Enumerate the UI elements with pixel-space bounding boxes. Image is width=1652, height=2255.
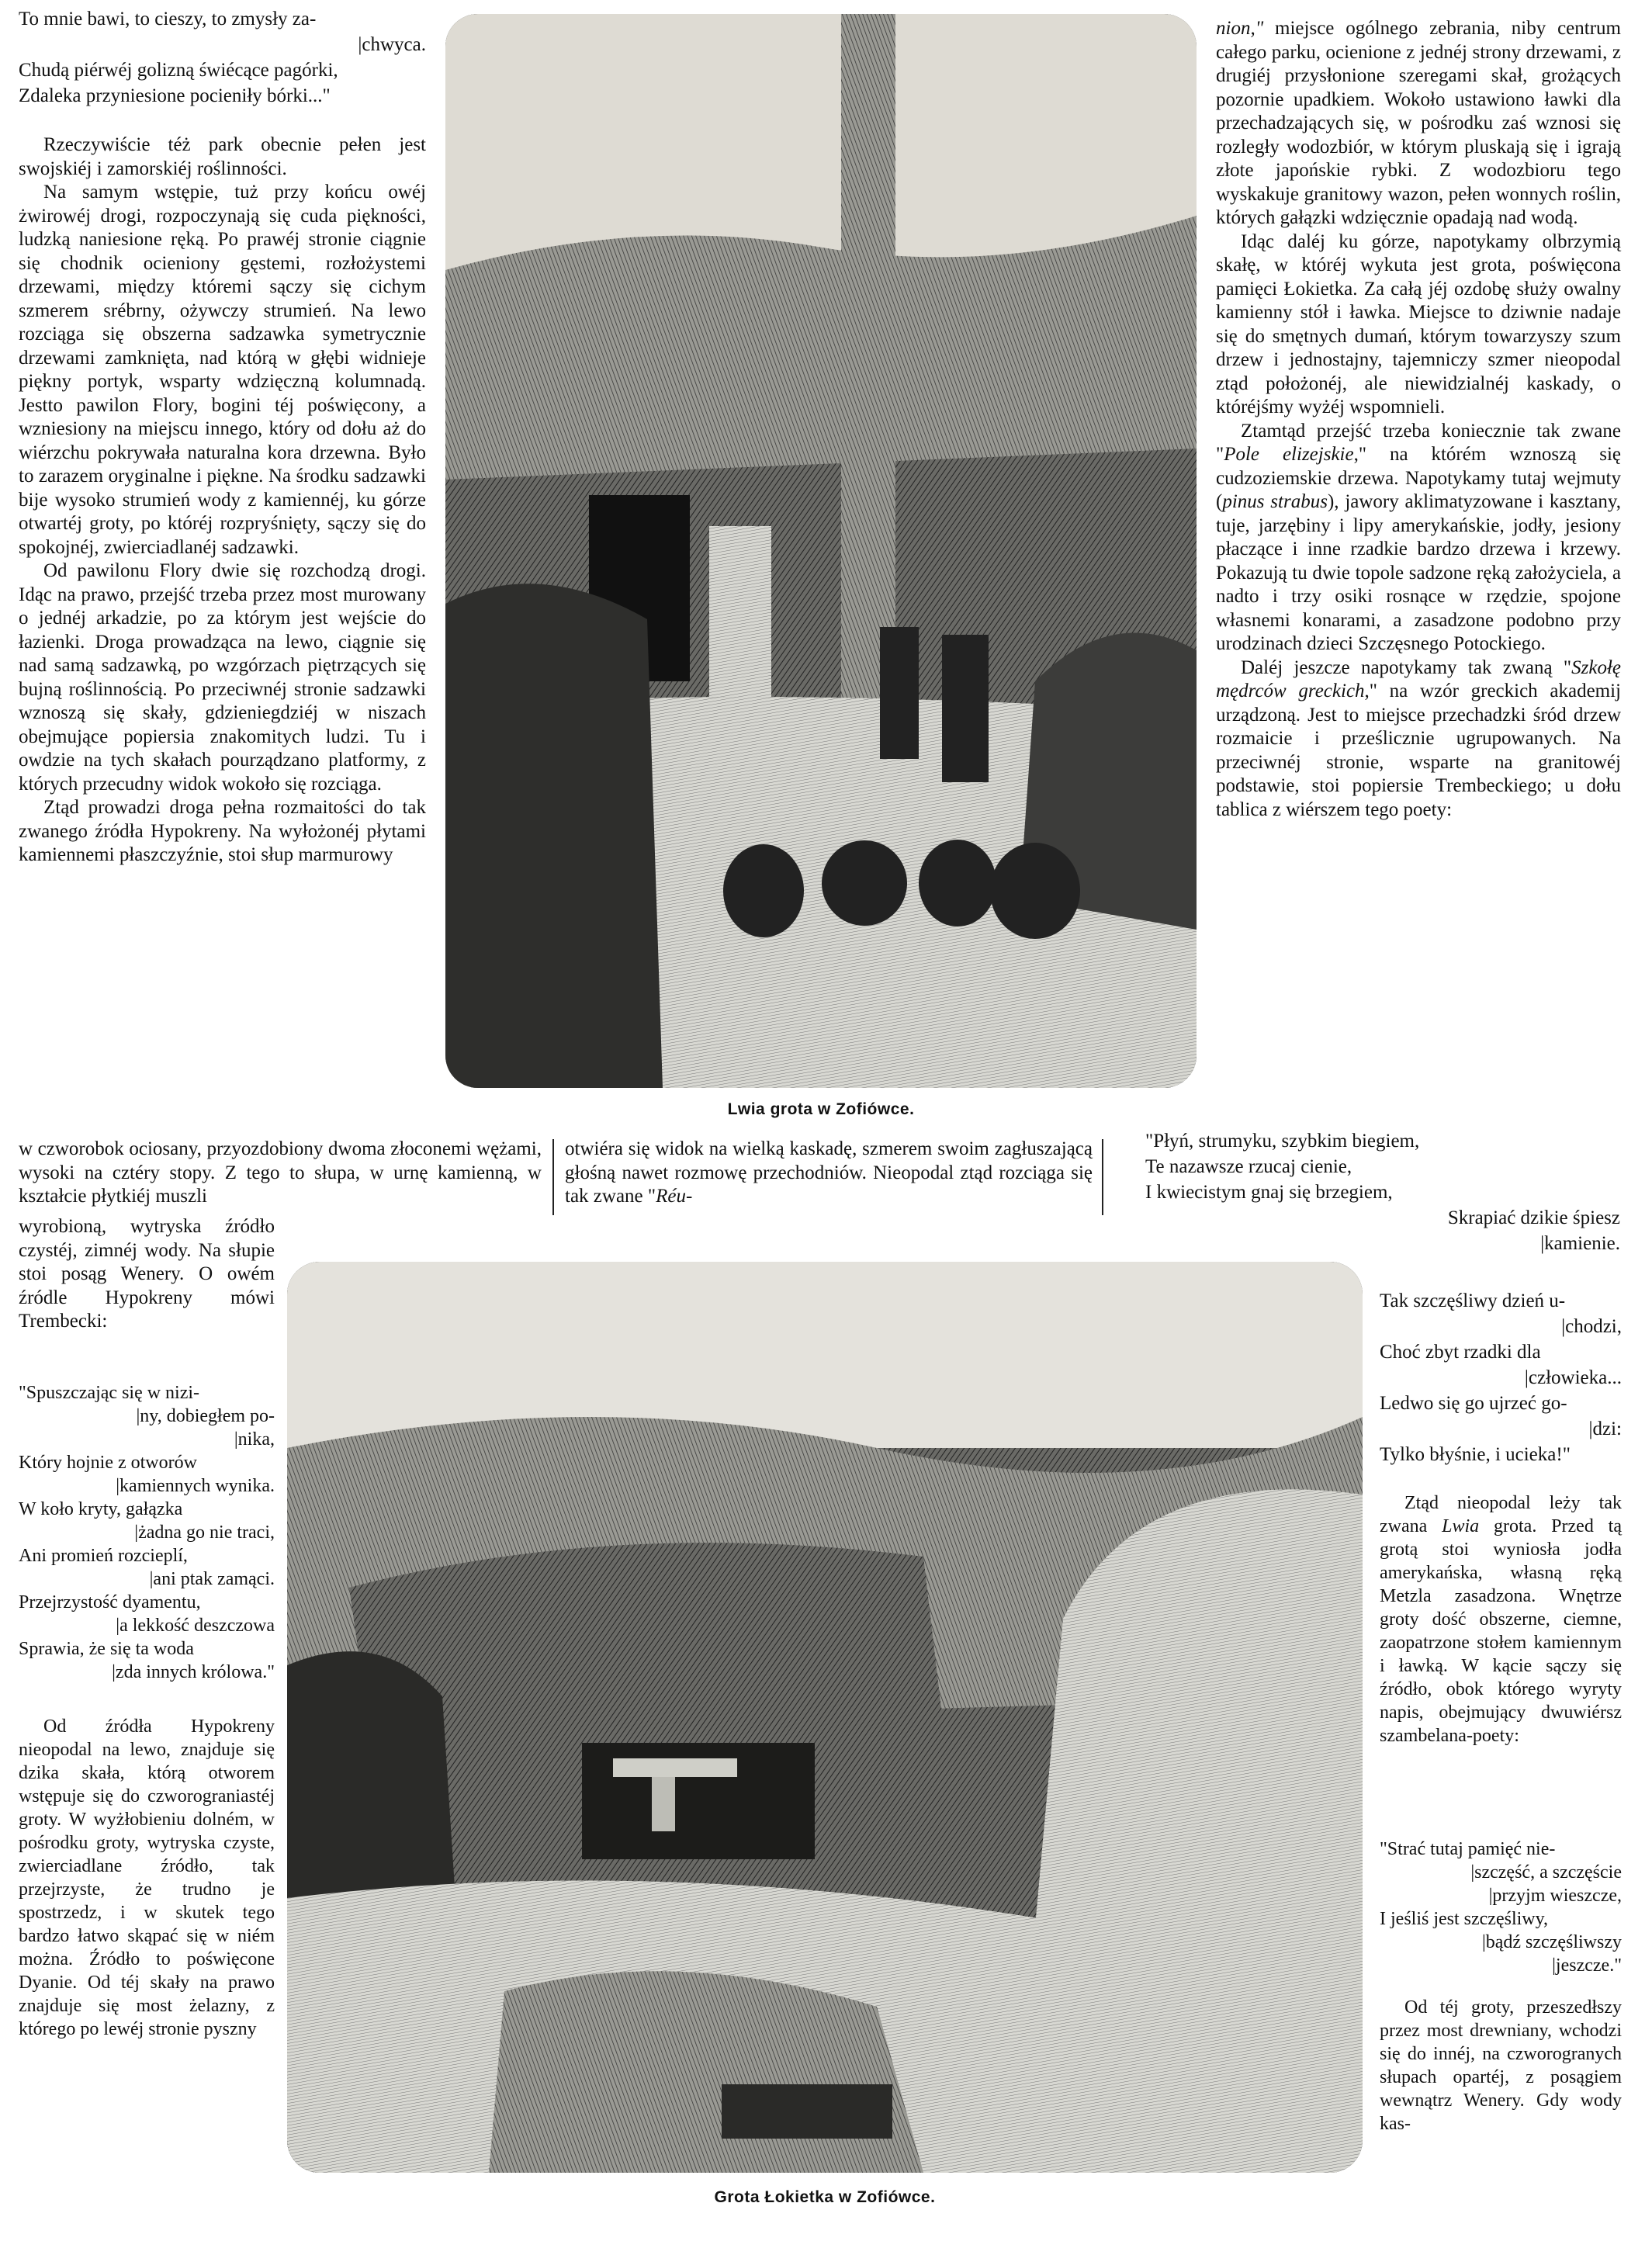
figure-caption: Lwia grota w Zofiówce. — [727, 1100, 915, 1118]
verse-line: |jeszcze." — [1552, 1955, 1622, 1976]
verse-line: |zda innych królowa." — [112, 1662, 275, 1682]
column-3c-text — [1380, 1996, 1622, 2135]
column-1c-text — [19, 1715, 275, 2041]
verse-line: Przejrzystość dyamentu, — [19, 1592, 201, 1612]
paragraph: Ztamtąd przejść trzeba koniecznie tak zwane "Pole elizejskie," na którém wznoszą się cudzoziemskie drzewa. Napotykamy tutaj wejmuty (pinus strabus), jawory aklimatyzowane i kasztany, tuje, jarzębiny i lipy amerykańskie, jodły, jesiony płaczące i inne rzadkie bardzo drzewa i krzewy. Pokazują tu dwie topole sadzone ręką założyciela, a nadto i trzy osiki rosnące w rzędzie, spojone własnemi konarami, a zasadzone podobno przy urodzinach dzieci Szczęsnego Potockiego. — [1216, 420, 1621, 654]
verse-line: Choć zbyt rzadki dla — [1380, 1342, 1541, 1363]
chamberlain-verse — [1380, 1838, 1622, 1977]
figure-caption: Grota Łokietka w Zofiówce. — [714, 2188, 936, 2206]
verse-line: Chudą piérwéj golizną świécące pagórki, — [19, 60, 338, 81]
verse-line: Zdaleka przyniesione pocieniły bórki..." — [19, 85, 331, 106]
lion-grotto-engraving — [445, 14, 1197, 1088]
paragraph: otwiéra się widok na wielką kaskadę, szmerem swoim zagłuszającą głośną nawet rozmowę przechodniów. Nieopodal ztąd rozciąga się tak zwane "Réu- — [565, 1138, 1093, 1207]
column-3b-text — [1380, 1491, 1622, 1748]
paragraph: Ztąd nieopodal leży tak zwana Lwia grota. Przed tą grotą stoi wyniosła jodła amerykańska, własną ręką Metzla zasadzona. Wnętrze groty dość obszerne, ciemne, zaopatrzone stołem kamiennym i ławką. W kącie sączy się źródło, obok którego wyryty napis, obejmujący dwuwiérsz szambelana-poety: — [1380, 1493, 1622, 1746]
verse-line: |kamienie. — [1540, 1233, 1620, 1254]
verse-line: To mnie bawi, to cieszy, to zmysły za- — [19, 9, 317, 29]
verse-line: |kamiennych wynika. — [116, 1476, 275, 1496]
column-rule — [552, 1139, 554, 1215]
verse-line: |dzi: — [1588, 1418, 1622, 1439]
verse-line: |a lekkość deszczowa — [116, 1616, 275, 1636]
lokietek-grotto-engraving — [287, 1262, 1363, 2173]
verse-line: Te nazawsze rzucaj cienie, — [1145, 1156, 1352, 1177]
verse-line: |ani ptak zamąci. — [149, 1569, 275, 1589]
verse-line: Skrapiać dzikie śpiesz — [1447, 1207, 1620, 1228]
verse-line: Ani promień rozcieplí, — [19, 1546, 188, 1566]
trembecki-verse-day — [1380, 1288, 1622, 1467]
paragraph: Od téj groty, przeszedłszy przez most drewniany, wchodzi się do innéj, na czworogranych słupach opartéj, z posągiem wewnątrz Wenery. Gdy wody kas- — [1380, 1997, 1622, 2134]
paragraph: Na samym wstępie, tuż przy końcu owéj żwirowéj drogi, rozpoczynają się cuda piękności, ludzką naniesione ręką. Po prawéj stronie ciągnie się chodnik ocieniony gęstemi, rozłożystemi drzewami, między któremi sączy się cichym szmerem srébrny, ożywczy strumień. Na lewo rozciąga się obszerna sadzawka symetrycznie drzewami zamknięta, nad którą w głębi widnieje piękny portyk, wsparty wdzięczną kolumnadą. Jestto pawilon Flory, bogini téj poświęcony, a wzniesiony na miejscu innego, który od dołu aż do wiérzchu pokrywała naturalna kora drzewna. Było to zarazem oryginalne i piękne. Na środku sadzawki bije wysoko strumień wody z kamiennéj, ku górze otwartéj groty, po któréj rozpryśnięty, sączy się do spokojnéj, zwierciadlanéj sadzawki. — [19, 182, 426, 558]
paragraph: Od źródła Hypokreny nieopodal na lewo, znajduje się dzika skała, którą otworem wstępuje się do czworograniastéj groty. W wyżłobieniu dolném, w pośrodku groty, wytryska czyste, zwierciadlane źródło, tak przejrzyste, że trudno je spostrzedz, i w skutek tego bardzo łatwo skąpać się w niém można. Źródło to poświęcone Dyanie. Od téj skały na prawo znajduje się most żelazny, z którego po lewéj stronie pyszny — [19, 1716, 275, 2039]
column-3-text — [1216, 17, 1621, 822]
verse-line: |przyjm wieszcze, — [1488, 1886, 1622, 1906]
paragraph: wyrobioną, wytryska źródło czystéj, zimnéj wody. Na słupie stoi posąg Wenery. O owém źródle Hypokreny mówi Trembecki: — [19, 1216, 275, 1332]
wide-text-left — [19, 1138, 542, 1209]
verse-line: |ny, dobiegłem po- — [136, 1406, 275, 1426]
hypokrene-verse — [19, 1381, 275, 1684]
verse-line: I kwiecistym gnaj się brzegiem, — [1145, 1182, 1393, 1203]
verse-line: Tylko błyśnie, i ucieka!" — [1380, 1444, 1571, 1465]
verse-line: |szczęść, a szczęście — [1470, 1862, 1622, 1883]
paragraph: nion," miejsce ogólnego zebrania, niby centrum całego parku, ocienione z jednéj strony drzewami, z drugiéj przysłonione szeregami skał, grożących pozornie upadkiem. Wokoło ustawiono ławki dla przechadzających się, w pośrodku zaś wznosi się rozległy wodozbiór, w którym pluskają się i igrają złote japońskie rybki. Z wodozbioru tego wyskakuje granitowy wazon, pełen wonnych roślin, których gałązki wdzięcznie opadają nad wodą. — [1216, 18, 1621, 228]
paragraph: Od pawilonu Flory dwie się rozchodzą drogi. Idąc na prawo, przejść trzeba przez most murowany o jednéj arkadzie, po za którym jest wejście do łazienki. Droga prowadząca na lewo, ciągnie się nad samą sadzawką, po wzgórzach piętrzących się bujną roślinnością. Po przeciwnéj stronie sadzawki wznoszą się skały, gdzieniegdziéj w niszach obejmujące popiersia znakomitych ludzi. Tu i owdzie na tych skałach pourządzano platformy, z których przecudny widok wokoło się rozciąga. — [19, 560, 426, 795]
paragraph: Rzeczywiście téż park obecnie pełen jest swojskiéj i zamorskiéj roślinności. — [19, 134, 426, 179]
verse-line: "Spuszczając się w nizi- — [19, 1383, 200, 1403]
verse-line: |nika, — [234, 1429, 275, 1450]
wide-text-right — [565, 1138, 1093, 1209]
verse-line: |żadna go nie traci, — [134, 1522, 275, 1543]
opening-verse — [19, 6, 426, 109]
trembecki-verse-stream — [1145, 1128, 1620, 1256]
paragraph: Idąc daléj ku górze, napotykamy olbrzymią skałę, w któréj wykuta jest grota, poświęcona pamięci Łokietka. Za całą jéj ozdobę służy owalny kamienny stół i ławka. Miejsce to dziwnie nadaje się do smętnych dumań, którym towarzyszy szum drzew i jednostajny, tajemniczy szmer nieopodal ztąd położonéj, ale niewidzialnéj kaskady, o któréjśmy wyżéj wspomnieli. — [1216, 230, 1621, 417]
paragraph: Ztąd prowadzi droga pełna rozmaitości do tak zwanego źródła Hypokreny. Na wyłożonéj płytami kamiennemi płaszczyźnie, stoi słup marmurowy — [19, 797, 426, 865]
verse-line: |człowieka... — [1524, 1367, 1622, 1388]
verse-line: "Płyń, strumyku, szybkim biegiem, — [1145, 1131, 1420, 1152]
column-rule — [1102, 1139, 1103, 1215]
column-1-text — [19, 133, 426, 868]
verse-line: Sprawia, że się ta woda — [19, 1639, 194, 1659]
paragraph: w czworobok ociosany, przyozdobiony dwoma złoconemi wężami, wysoki na cztéry stopy. Z tego to słupa, w urnę kamienną, w kształcie płytkiéj muszli — [19, 1138, 542, 1207]
verse-line: I jeśliś jest szczęśliwy, — [1380, 1909, 1549, 1929]
column-1b-text — [19, 1215, 275, 1334]
verse-line: |chodzi, — [1561, 1316, 1622, 1337]
verse-line: Który hojnie z otworów — [19, 1453, 197, 1473]
verse-line: Tak szczęśliwy dzień u- — [1380, 1290, 1566, 1311]
verse-line: |chwyca. — [358, 34, 426, 55]
paragraph: Daléj jeszcze napotykamy tak zwaną "Szkołę mędrców greckich," na wzór greckich akademij urządzoną. Jest to miejsce przechadzki śród drzew rozmaicie i prześlicznie ugrupowanych. Na przeciwnéj stronie, wsparte na granitowéj podstawie, stoi popiersie Trembeckiego; u dołu tablica z wiérszem tego poety: — [1216, 656, 1621, 820]
verse-line: W koło kryty, gałązka — [19, 1499, 183, 1519]
verse-line: "Strać tutaj pamięć nie- — [1380, 1839, 1556, 1859]
verse-line: |bądź szczęśliwszy — [1481, 1932, 1622, 1952]
verse-line: Ledwo się go ujrzeć go- — [1380, 1393, 1567, 1414]
